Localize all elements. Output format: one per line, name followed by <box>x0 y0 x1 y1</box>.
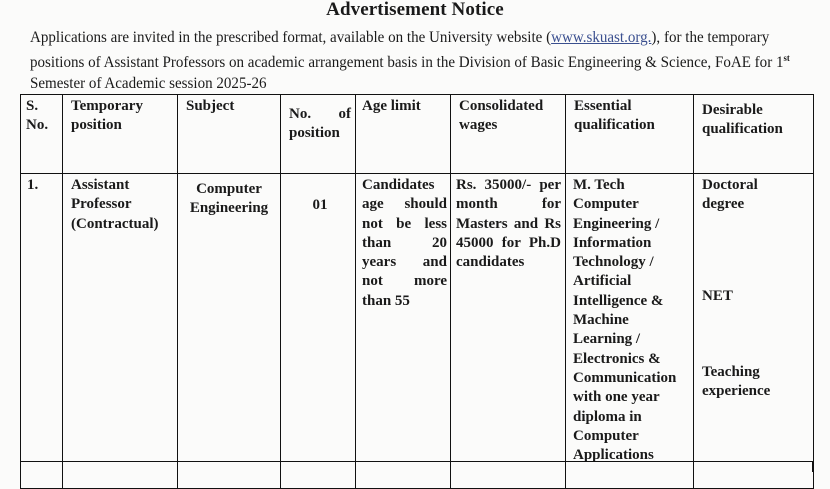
cell-no-of-position: 01 <box>281 174 356 489</box>
header-age-limit: Age limit <box>356 95 451 174</box>
table-header-row <box>21 95 814 174</box>
next-row-border <box>20 461 813 472</box>
intro-text-end: Semester of Academic session 2025-26 <box>30 75 267 93</box>
header-consolidated-wages: Consolidated wages <box>451 95 566 174</box>
header-s-no: S. No. <box>21 95 63 174</box>
cell-temporary-position: Assistant Professor (Contractual) <box>63 174 178 489</box>
intro-paragraph <box>30 27 797 94</box>
desirable-item-teaching: Teaching experience <box>702 363 771 400</box>
intro-text: Applications are invited in the prescribed format, available on the University website ( <box>30 29 552 46</box>
table-row <box>21 174 814 489</box>
page-title: Advertisement Notice <box>326 0 504 20</box>
cell-consolidated-wages: Rs. 35000/- per month for Masters and Rs 45000 for Ph.D candidates <box>451 174 566 489</box>
intro-text-cont: ), for the temporary positions of Assistant Professors on academic arrangement basis in the Division of Basic Engineering & Science, FoAE for 1 <box>30 29 784 72</box>
desirable-item-doctoral: Doctoral degree <box>702 177 758 213</box>
desirable-item-net: NET <box>702 287 733 304</box>
header-temporary-position: Temporary position <box>63 95 178 174</box>
header-desirable-qualification: Desirable qualification <box>694 95 814 174</box>
cell-desirable-qualification <box>694 174 814 489</box>
cell-essential-qualification: M. Tech Computer Engineering / Information Technology / Artificial Intelligence & Machine Learning / Electronics & Communication with one year diploma in Computer Applications <box>566 174 694 489</box>
header-no-of-position: No. of position <box>281 95 356 174</box>
cell-subject: Computer Engineering <box>178 174 281 489</box>
ordinal-suffix: st <box>783 53 790 63</box>
cell-age-limit: Candidates age should not be less than 20 years and not more than 55 <box>356 174 451 489</box>
positions-table <box>20 94 814 489</box>
cell-s-no: 1. <box>21 174 63 489</box>
header-subject: Subject <box>178 95 281 174</box>
header-essential-qualification: Essential qualification <box>566 95 694 174</box>
university-website-link[interactable]: www.skuast.org. <box>551 29 652 46</box>
